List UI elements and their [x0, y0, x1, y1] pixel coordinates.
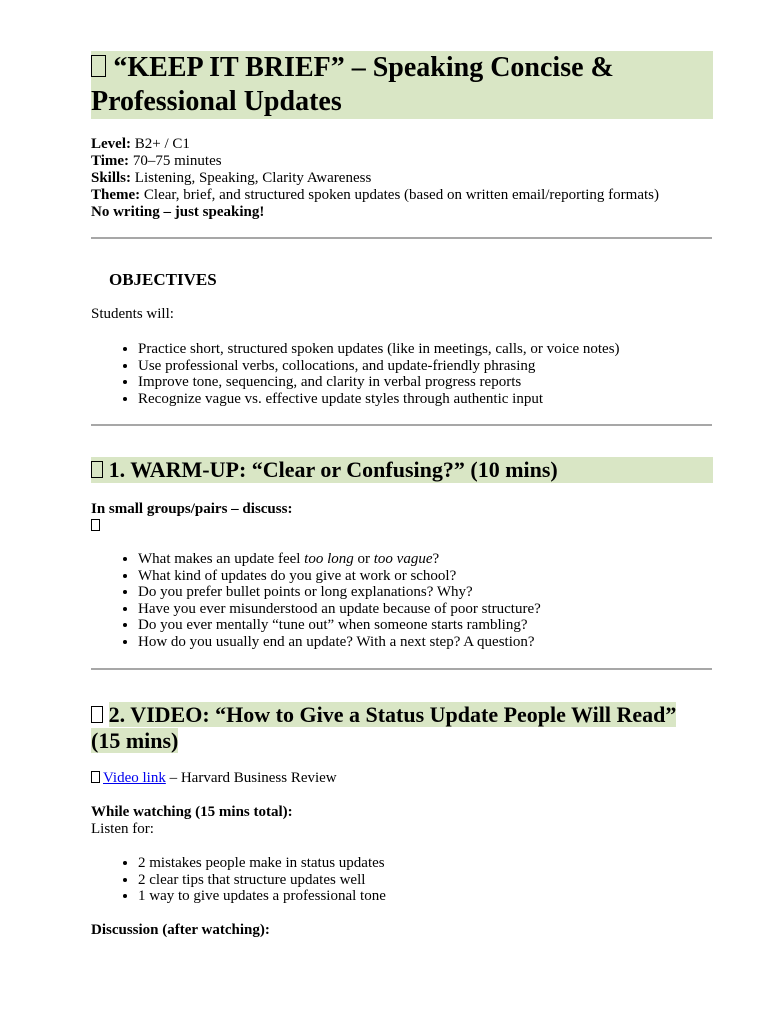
time-value: 70–75 minutes [132, 153, 222, 169]
lesson-meta: Level: B2+ / C1 Time: 70–75 minutes Skills: Listening, Speaking, Clarity Awareness Theme: Clear, brief, and structured spoken updates (based on written email/reporting formats) No writing – just speaking! [91, 136, 659, 220]
list-item: • 2 mistakes people make in status updates [138, 855, 386, 872]
discussion-heading: Discussion (after watching): [91, 922, 270, 938]
theme-value: Clear, brief, and structured spoken updates (based on written email/reporting formats) [143, 187, 659, 203]
list-item: • 1 way to give updates a professional tone [138, 888, 386, 905]
while-watching-heading: While watching (15 mins total): [91, 804, 293, 820]
list-item: • What makes an update feel too long or too vague? [138, 551, 541, 568]
list-item: • 2 clear tips that structure updates well [138, 872, 386, 889]
divider [91, 237, 712, 239]
missing-glyph-icon [91, 55, 106, 77]
objectives-heading: OBJECTIVES [109, 270, 217, 289]
video-list [91, 855, 386, 905]
listen-for-label: Listen for: [91, 821, 154, 837]
list-item: • Have you ever misunderstood an update because of poor structure? [138, 601, 541, 618]
list-item: • Do you ever mentally “tune out” when someone starts rambling? [138, 617, 541, 634]
missing-glyph-icon [91, 519, 100, 531]
warmup-list [91, 551, 541, 650]
skills-value: Listening, Speaking, Clarity Awareness [134, 170, 372, 186]
list-item: • Improve tone, sequencing, and clarity in verbal progress reports [138, 374, 620, 391]
missing-glyph-icon [91, 771, 100, 783]
no-writing-note: No writing – just speaking! [91, 204, 265, 220]
level-value: B2+ / C1 [134, 136, 190, 152]
divider [91, 668, 712, 670]
divider [91, 424, 712, 426]
warmup-intro: In small groups/pairs – discuss: [91, 501, 293, 517]
list-item: • What kind of updates do you give at work or school? [138, 568, 541, 585]
list-item: • Practice short, structured spoken updates (like in meetings, calls, or voice notes) [138, 341, 620, 358]
video-link[interactable]: Video link [103, 770, 166, 786]
objectives-intro: Students will: [91, 306, 174, 322]
list-item: • Use professional verbs, collocations, and update-friendly phrasing [138, 358, 620, 375]
document-title: “KEEP IT BRIEF” – Speaking Concise & Professional Updates [91, 51, 713, 119]
list-item: • Do you prefer bullet points or long explanations? Why? [138, 584, 541, 601]
missing-glyph-icon [91, 706, 103, 724]
missing-glyph-icon [91, 461, 103, 479]
objectives-list [91, 341, 620, 407]
list-item: • How do you usually end an update? With a next step? A question? [138, 634, 541, 651]
video-heading: 2. VIDEO: “How to Give a Status Update People Will Read” (15 mins) [91, 702, 677, 753]
warmup-heading: 1. WARM-UP: “Clear or Confusing?” (10 mins) [91, 457, 713, 483]
video-source-line: Video link – Harvard Business Review [91, 770, 337, 787]
list-item: • Recognize vague vs. effective update styles through authentic input [138, 391, 620, 408]
